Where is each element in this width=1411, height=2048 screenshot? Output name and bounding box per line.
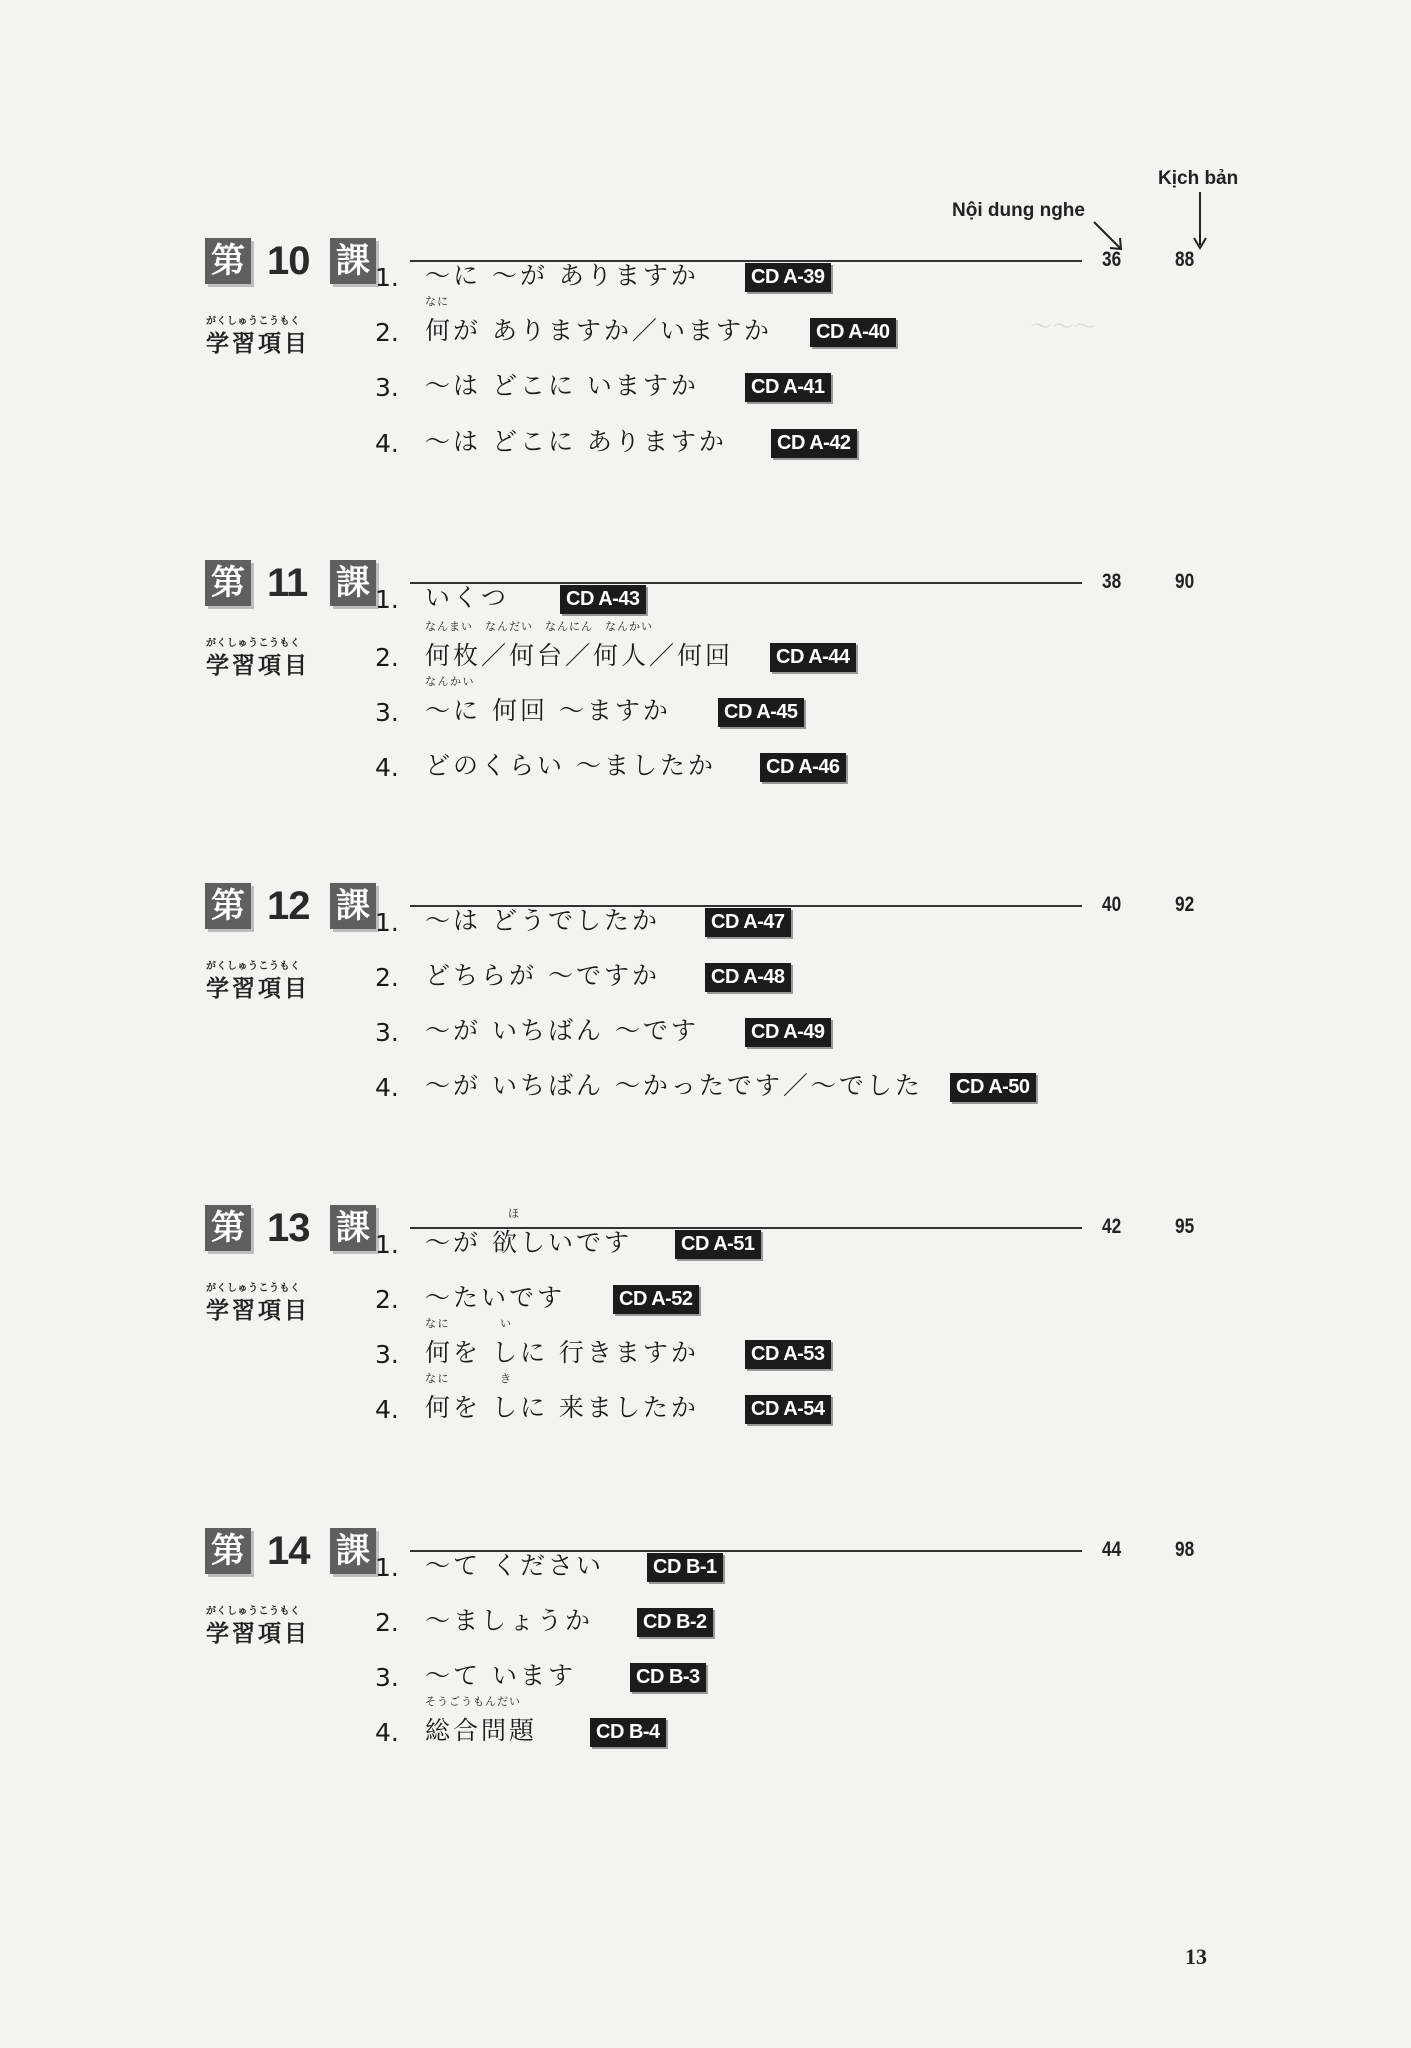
item-number: 1. bbox=[375, 908, 399, 937]
cd-track-badge: CD B-2 bbox=[637, 1608, 713, 1637]
lesson-number: 14 bbox=[267, 1529, 310, 1573]
item-text: ～に 何回 ～ますか bbox=[425, 696, 671, 725]
listening-column-label: Nội dung nghe bbox=[952, 200, 1085, 221]
script-page-number: 88 bbox=[1175, 248, 1195, 271]
lesson-prefix-kanji: 第 bbox=[205, 883, 251, 929]
study-items-text: 学習項目 bbox=[206, 1621, 310, 1647]
item-number: 2. bbox=[375, 318, 399, 347]
study-items-label bbox=[206, 312, 316, 358]
item-text: 総合問題 bbox=[425, 1716, 538, 1745]
item-number: 3. bbox=[375, 373, 399, 402]
item-number: 2. bbox=[375, 643, 399, 672]
item-text: ～に ～が ありますか bbox=[425, 261, 699, 290]
cd-track-badge: CD A-40 bbox=[810, 318, 896, 347]
study-items-label bbox=[206, 957, 316, 1003]
item-text: ～が 欲しいです bbox=[425, 1228, 632, 1257]
study-items-furigana: がくしゅうこうもく bbox=[206, 961, 301, 972]
item-furigana: そうごうもんだい bbox=[425, 1695, 521, 1708]
item-number: 4. bbox=[375, 429, 399, 458]
study-items-text: 学習項目 bbox=[206, 331, 310, 357]
cd-track-badge: CD A-53 bbox=[745, 1340, 831, 1369]
lesson-prefix-kanji: 第 bbox=[205, 1205, 251, 1251]
cd-track-badge: CD A-49 bbox=[745, 1018, 831, 1047]
item-number: 3. bbox=[375, 1663, 399, 1692]
item-furigana: なんまい なんだい なんにん なんかい bbox=[425, 620, 653, 633]
lesson-number: 11 bbox=[267, 561, 308, 605]
study-items-text: 学習項目 bbox=[206, 1298, 310, 1324]
lesson-number: 13 bbox=[267, 1206, 310, 1250]
item-number: 1. bbox=[375, 585, 399, 614]
listening-page-number: 42 bbox=[1102, 1215, 1122, 1238]
cd-track-badge: CD B-3 bbox=[630, 1663, 706, 1692]
lesson-suffix-kanji: 課 bbox=[330, 883, 376, 929]
cd-track-badge: CD A-42 bbox=[771, 429, 857, 458]
item-number: 4. bbox=[375, 1073, 399, 1102]
study-items-furigana: がくしゅうこうもく bbox=[206, 1283, 301, 1294]
cd-track-badge: CD A-51 bbox=[675, 1230, 761, 1259]
item-text: ～は どうでしたか bbox=[425, 906, 660, 935]
item-number: 3. bbox=[375, 698, 399, 727]
script-page-number: 92 bbox=[1175, 893, 1195, 916]
item-text: いくつ bbox=[425, 583, 510, 612]
item-furigana: なに き bbox=[425, 1372, 513, 1385]
item-number: 3. bbox=[375, 1340, 399, 1369]
item-text: どのくらい ～ましたか bbox=[425, 751, 716, 780]
item-number: 1. bbox=[375, 1230, 399, 1259]
cd-track-badge: CD A-39 bbox=[745, 263, 831, 292]
item-furigana: なに bbox=[425, 295, 449, 308]
item-text: ～は どこに ありますか bbox=[425, 427, 727, 456]
script-page-number: 98 bbox=[1175, 1538, 1195, 1561]
cd-track-badge: CD A-54 bbox=[745, 1395, 831, 1424]
cd-track-badge: CD A-45 bbox=[718, 698, 804, 727]
item-number: 3. bbox=[375, 1018, 399, 1047]
item-text: ～て います bbox=[425, 1661, 576, 1690]
item-text: ～が いちばん ～かったです／～でした bbox=[425, 1071, 923, 1100]
item-furigana: ほ bbox=[508, 1207, 520, 1220]
item-furigana: なんかい bbox=[425, 675, 475, 688]
item-number: 2. bbox=[375, 1285, 399, 1314]
cd-track-badge: CD A-47 bbox=[705, 908, 791, 937]
cd-track-badge: CD A-50 bbox=[950, 1073, 1036, 1102]
cd-track-badge: CD A-46 bbox=[760, 753, 846, 782]
item-text: ～は どこに いますか bbox=[425, 371, 699, 400]
item-number: 4. bbox=[375, 1718, 399, 1747]
item-number: 1. bbox=[375, 1553, 399, 1582]
cd-track-badge: CD B-1 bbox=[647, 1553, 723, 1582]
page-number: 13 bbox=[1185, 1944, 1207, 1969]
item-number: 4. bbox=[375, 753, 399, 782]
item-text: どちらが ～ですか bbox=[425, 961, 660, 990]
study-items-furigana: がくしゅうこうもく bbox=[206, 1606, 301, 1617]
item-furigana: なに い bbox=[425, 1317, 513, 1330]
study-items-label bbox=[206, 634, 316, 680]
lesson-prefix-kanji: 第 bbox=[205, 1528, 251, 1574]
item-number: 1. bbox=[375, 263, 399, 292]
item-number: 2. bbox=[375, 1608, 399, 1637]
lesson-prefix-kanji: 第 bbox=[205, 238, 251, 284]
lesson-prefix-kanji: 第 bbox=[205, 560, 251, 606]
script-page-number: 90 bbox=[1175, 570, 1195, 593]
study-items-label bbox=[206, 1602, 316, 1648]
cd-track-badge: CD A-43 bbox=[560, 585, 646, 614]
lesson-suffix-kanji: 課 bbox=[330, 1205, 376, 1251]
script-page-number: 95 bbox=[1175, 1215, 1195, 1238]
lesson-suffix-kanji: 課 bbox=[330, 560, 376, 606]
lesson-number: 12 bbox=[267, 884, 310, 928]
listening-page-number: 44 bbox=[1102, 1538, 1122, 1561]
item-text: ～が いちばん ～です bbox=[425, 1016, 699, 1045]
item-text: ～ましょうか bbox=[425, 1606, 594, 1635]
cd-track-badge: CD A-52 bbox=[613, 1285, 699, 1314]
bleed-through-text: ～～～ bbox=[1030, 315, 1097, 340]
lesson-number: 10 bbox=[267, 239, 310, 283]
lesson-suffix-kanji: 課 bbox=[330, 1528, 376, 1574]
item-number: 4. bbox=[375, 1395, 399, 1424]
cd-track-badge: CD A-48 bbox=[705, 963, 791, 992]
lesson-suffix-kanji: 課 bbox=[330, 238, 376, 284]
item-number: 2. bbox=[375, 963, 399, 992]
item-text: ～たいです bbox=[425, 1283, 566, 1312]
item-text: 何枚／何台／何人／何回 bbox=[425, 641, 734, 670]
cd-track-badge: CD A-44 bbox=[770, 643, 856, 672]
item-text: 何を しに 来ましたか bbox=[425, 1393, 699, 1422]
item-text: 何を しに 行きますか bbox=[425, 1338, 699, 1367]
cd-track-badge: CD A-41 bbox=[745, 373, 831, 402]
study-items-furigana: がくしゅうこうもく bbox=[206, 316, 301, 327]
item-text: 何が ありますか／いますか bbox=[425, 316, 772, 345]
study-items-text: 学習項目 bbox=[206, 653, 310, 679]
listening-page-number: 38 bbox=[1102, 570, 1122, 593]
listening-page-number: 36 bbox=[1102, 248, 1122, 271]
script-column-label: Kịch bản bbox=[1158, 168, 1239, 189]
study-items-label bbox=[206, 1279, 316, 1325]
study-items-text: 学習項目 bbox=[206, 976, 310, 1002]
listening-page-number: 40 bbox=[1102, 893, 1122, 916]
cd-track-badge: CD B-4 bbox=[590, 1718, 666, 1747]
item-text: ～て ください bbox=[425, 1551, 604, 1580]
study-items-furigana: がくしゅうこうもく bbox=[206, 638, 301, 649]
leader-line bbox=[410, 582, 1082, 584]
